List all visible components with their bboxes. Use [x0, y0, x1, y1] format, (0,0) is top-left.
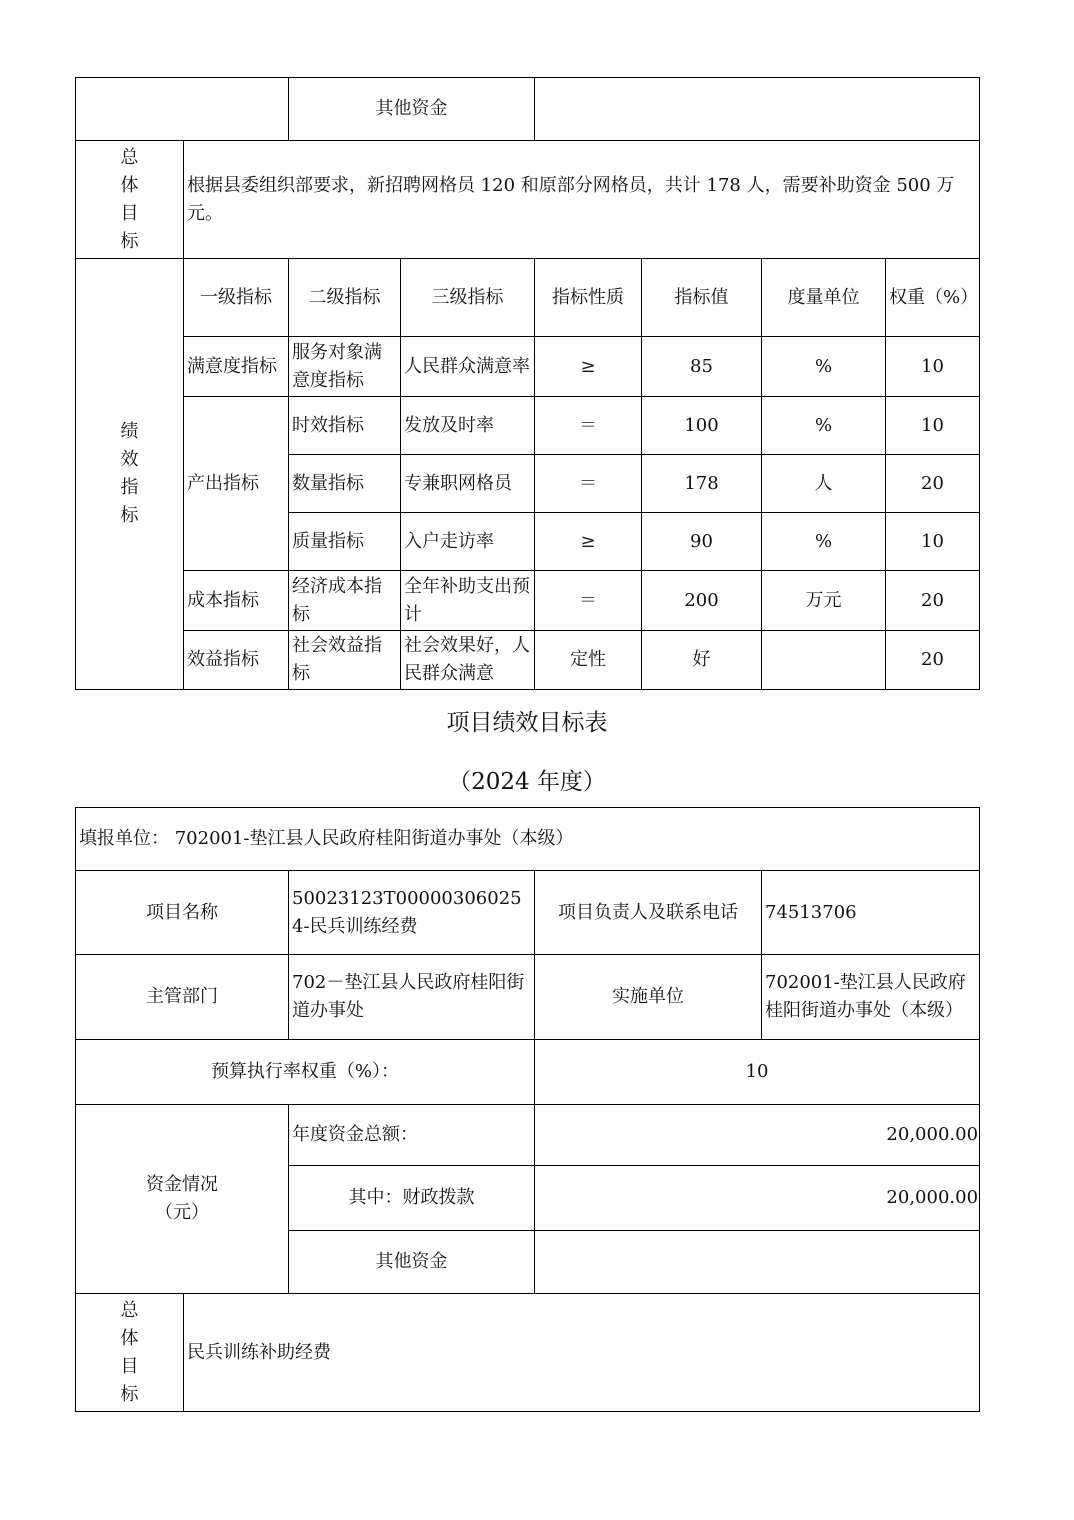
funds-label: 资金情况 （元） [76, 1105, 289, 1294]
nature-cell: ≥ [535, 513, 642, 571]
level1-cell: 满意度指标 [184, 337, 289, 397]
level3-cell: 入户走访率 [401, 513, 535, 571]
unit-cell: % [762, 337, 886, 397]
weight-cell: 10 [886, 337, 980, 397]
section-title: 项目绩效目标表 [446, 710, 608, 736]
blank-cell [76, 78, 289, 141]
unit-cell: 人 [762, 455, 886, 513]
level2-cell: 质量指标 [289, 513, 401, 571]
value-cell: 好 [642, 631, 762, 690]
header-level2: 二级指标 [289, 259, 401, 337]
table-row [76, 337, 980, 397]
level2-cell: 数量指标 [289, 455, 401, 513]
project-name-value: 50023123T000003060254-民兵训练经费 [289, 871, 535, 955]
value-cell: 100 [642, 397, 762, 455]
budget-weight-label: 预算执行率权重（%）： [76, 1040, 535, 1105]
section-year: （2024 年度） [448, 769, 606, 795]
nature-cell: 定性 [535, 631, 642, 690]
nature-cell: ＝ [535, 571, 642, 631]
header-weight: 权重（%） [886, 259, 980, 337]
weight-cell: 20 [886, 631, 980, 690]
level2-cell: 服务对象满意度指标 [289, 337, 401, 397]
level1-cell: 产出指标 [184, 397, 289, 571]
table-row [76, 571, 980, 631]
level3-cell: 全年补助支出预计 [401, 571, 535, 631]
project-name-label: 项目名称 [76, 871, 289, 955]
table-row [76, 397, 980, 455]
level1-cell: 成本指标 [184, 571, 289, 631]
overall-goal-label: 总 体 目 标 [76, 141, 184, 259]
unit-cell: % [762, 513, 886, 571]
fiscal-value: 20,000.00 [535, 1166, 980, 1231]
value-cell: 85 [642, 337, 762, 397]
value-cell: 200 [642, 571, 762, 631]
level3-cell: 专兼职网格员 [401, 455, 535, 513]
level1-cell: 效益指标 [184, 631, 289, 690]
overall-goal-text: 民兵训练补助经费 [184, 1294, 980, 1412]
other-funds-value [535, 78, 980, 141]
header-value: 指标值 [642, 259, 762, 337]
unit-cell: 万元 [762, 571, 886, 631]
performance-table-top [75, 77, 980, 690]
filing-unit: 填报单位： 702001-垫江县人民政府桂阳街道办事处（本级） [76, 808, 980, 871]
weight-cell: 10 [886, 513, 980, 571]
dept-label: 主管部门 [76, 955, 289, 1040]
performance-indicator-label: 绩 效 指 标 [76, 259, 184, 690]
overall-goal-label: 总 体 目 标 [76, 1294, 184, 1412]
weight-cell: 20 [886, 455, 980, 513]
performance-table-bottom [75, 807, 980, 1412]
value-cell: 178 [642, 455, 762, 513]
header-unit: 度量单位 [762, 259, 886, 337]
annual-total-label: 年度资金总额： [289, 1105, 535, 1166]
overall-goal-text: 根据县委组织部要求，新招聘网格员 120 和原部分网格员，共计 178 人，需要补助资金 500 万元。 [184, 141, 980, 259]
header-level3: 三级指标 [401, 259, 535, 337]
dept-value: 702－垫江县人民政府桂阳街道办事处 [289, 955, 535, 1040]
fiscal-label: 其中：财政拨款 [289, 1166, 535, 1231]
header-level1: 一级指标 [184, 259, 289, 337]
level2-cell: 时效指标 [289, 397, 401, 455]
annual-total-value: 20,000.00 [535, 1105, 980, 1166]
other-funds-label: 其他资金 [289, 78, 535, 141]
weight-cell: 20 [886, 571, 980, 631]
impl-unit-label: 实施单位 [535, 955, 762, 1040]
level2-cell: 社会效益指标 [289, 631, 401, 690]
level3-cell: 社会效果好，人民群众满意 [401, 631, 535, 690]
level2-cell: 经济成本指标 [289, 571, 401, 631]
nature-cell: ＝ [535, 397, 642, 455]
nature-cell: ≥ [535, 337, 642, 397]
nature-cell: ＝ [535, 455, 642, 513]
impl-unit-value: 702001-垫江县人民政府桂阳街道办事处（本级） [762, 955, 980, 1040]
level3-cell: 人民群众满意率 [401, 337, 535, 397]
level3-cell: 发放及时率 [401, 397, 535, 455]
unit-cell [762, 631, 886, 690]
table-row [76, 631, 980, 690]
contact-label: 项目负责人及联系电话 [535, 871, 762, 955]
other-funds-label: 其他资金 [289, 1231, 535, 1294]
contact-value: 74513706 [762, 871, 980, 955]
weight-cell: 10 [886, 397, 980, 455]
budget-weight-value: 10 [535, 1040, 980, 1105]
value-cell: 90 [642, 513, 762, 571]
other-funds-value [535, 1231, 980, 1294]
unit-cell: % [762, 397, 886, 455]
header-nature: 指标性质 [535, 259, 642, 337]
